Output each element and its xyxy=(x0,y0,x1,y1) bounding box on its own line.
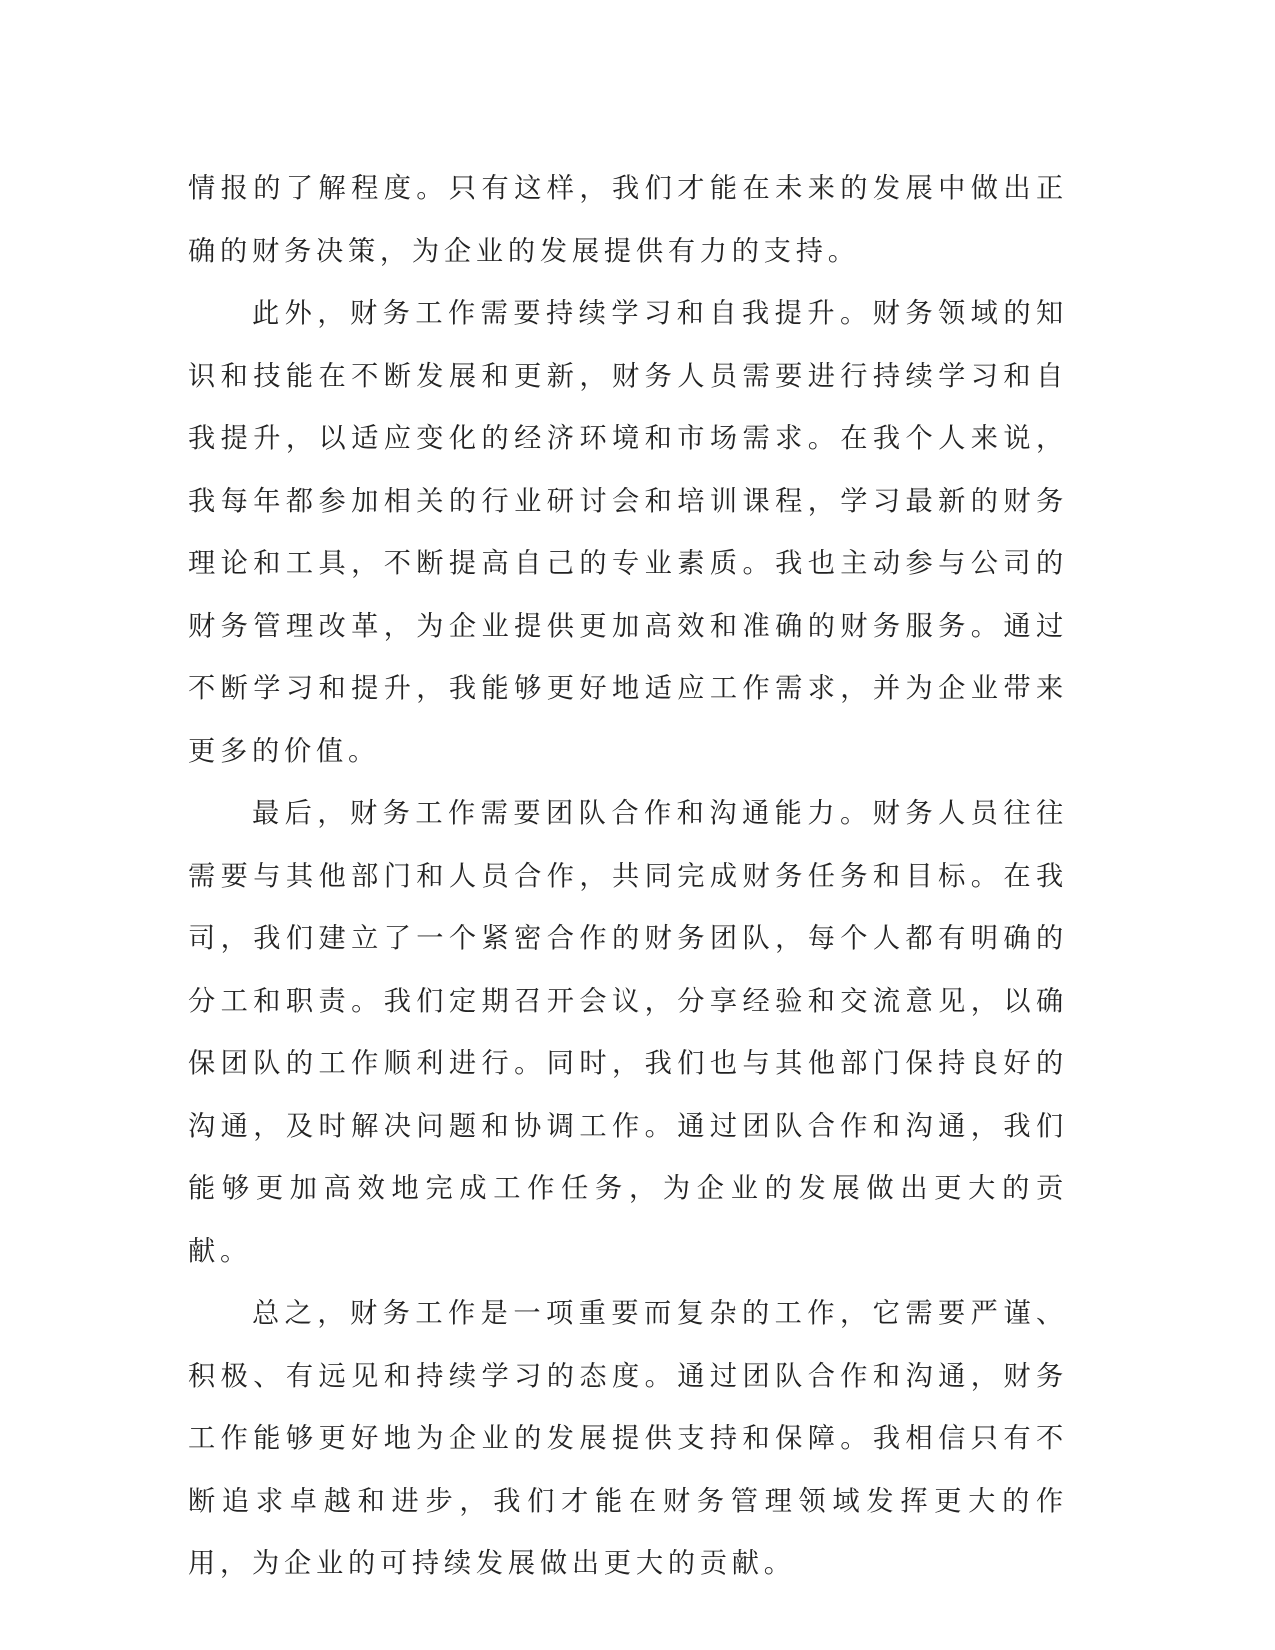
paragraph-continuous-learning: 此外，财务工作需要持续学习和自我提升。财务领域的知识和技能在不断发展和更新，财务人员需要进行持续学习和自我提升，以适应变化的经济环境和市场需求。在我个人来说，我每年都参加相关的行业研讨会和培训课程，学习最新的财务理论和工具，不断提高自己的专业素质。我也主动参与公司的财务管理改革，为企业提供更加高效和准确的财务服务。通过不断学习和提升，我能够更好地适应工作需求，并为企业带来更多的价值。 xyxy=(188,298,1068,767)
document-body xyxy=(188,158,1068,1596)
paragraph-continued: 情报的了解程度。只有这样，我们才能在未来的发展中做出正确的财务决策，为企业的发展提供有力的支持。 xyxy=(188,173,1068,267)
paragraph-teamwork: 最后，财务工作需要团队合作和沟通能力。财务人员往往需要与其他部门和人员合作，共同完成财务任务和目标。在我司，我们建立了一个紧密合作的财务团队，每个人都有明确的分工和职责。我们定期召开会议，分享经验和交流意见，以确保团队的工作顺利进行。同时，我们也与其他部门保持良好的沟通，及时解决问题和协调工作。通过团队合作和沟通，我们能够更加高效地完成工作任务，为企业的发展做出更大的贡献。 xyxy=(188,798,1068,1267)
paragraph-conclusion: 总之，财务工作是一项重要而复杂的工作，它需要严谨、积极、有远见和持续学习的态度。通过团队合作和沟通，财务工作能够更好地为企业的发展提供支持和保障。我相信只有不断追求卓越和进步，我们才能在财务管理领域发挥更大的作用，为企业的可持续发展做出更大的贡献。 xyxy=(188,1298,1068,1579)
